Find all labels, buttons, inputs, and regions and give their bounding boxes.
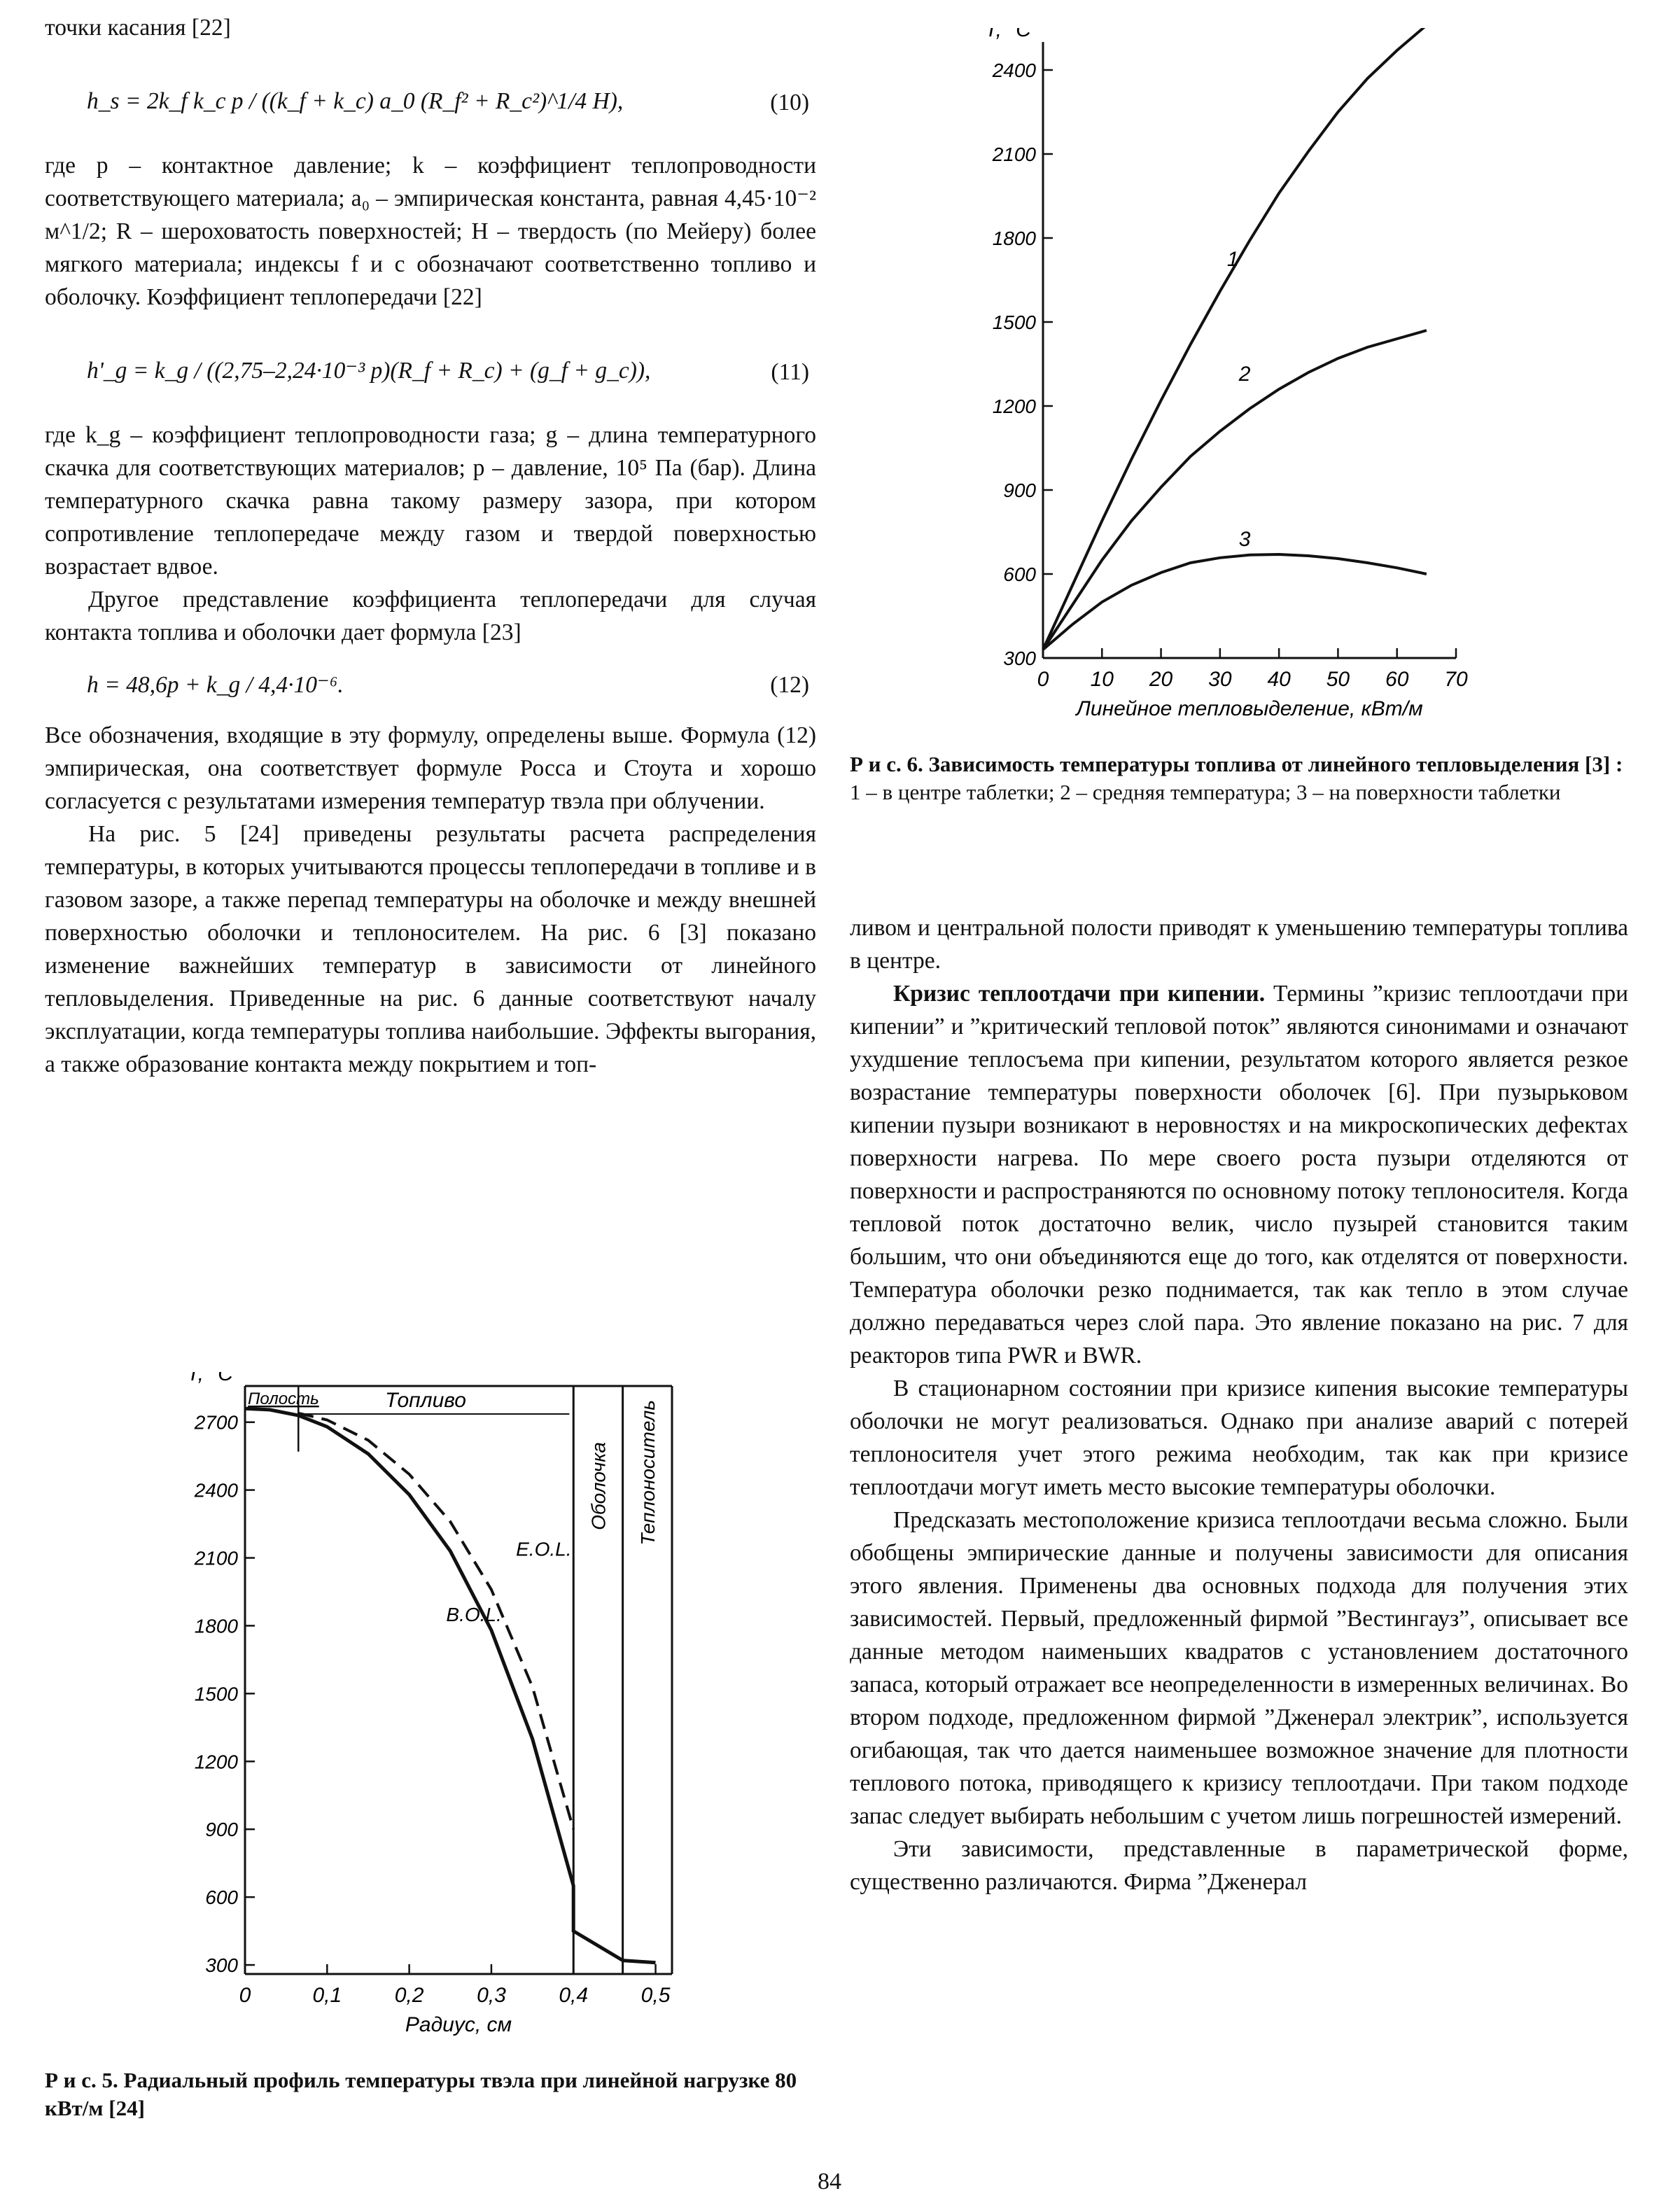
- x-axis-label: Радиус, см: [405, 2013, 512, 2036]
- y-tick-label: 1800: [992, 227, 1036, 249]
- paragraph: В стационарном состоянии при кризисе кипения высокие температуры оболочки не могут реализоваться. Однако при анализе аварий с потерей теплоносителя учет этого режима необходим, так как при кризисе теплоотдачи могут иметь место высокие температуры оболочки.: [850, 1376, 1628, 1500]
- region-label-cavity: Полость: [248, 1390, 319, 1408]
- y-tick-label: 1200: [992, 396, 1036, 417]
- x-tick-label: 0,5: [640, 1984, 671, 2007]
- x-tick-label: 60: [1385, 668, 1409, 691]
- y-tick-label: 900: [205, 1819, 238, 1841]
- y-tick-label: 2400: [194, 1479, 238, 1502]
- x-tick-label: 70: [1444, 668, 1468, 691]
- formula-number: (10): [770, 90, 809, 115]
- y-axis-label: T, °C: [187, 1372, 233, 1385]
- figure-5-svg: [168, 1372, 714, 2051]
- figure-6-chart: [966, 28, 1498, 728]
- y-tick-label: 600: [1003, 564, 1036, 585]
- paragraph: Эти зависимости, представленные в параметрической форме, существенно различаются. Фирма ”Дженерал: [850, 1836, 1628, 1895]
- y-tick-label: 2100: [194, 1547, 238, 1569]
- formula-11: [45, 314, 816, 419]
- y-tick-label: 1200: [194, 1751, 238, 1773]
- paragraph: где k_g – коэффициент теплопроводности газа; g – длина температурного скачка для соответствующих материалов; p – давление, 10⁵ Па (бар). Длина температурного скачка равна такому размеру зазора, при котором сопротивление теплопередаче между газом и твердой поверхностью возрастает вдвое.: [45, 422, 816, 580]
- y-tick-label: 2100: [992, 144, 1036, 165]
- y-tick-label: 2400: [992, 59, 1036, 81]
- x-tick-label: 0,1: [312, 1984, 342, 2007]
- region-label-fuel: Топливо: [385, 1389, 466, 1412]
- figure-6-svg: [966, 28, 1498, 728]
- formula-text: h = 48,6p + k_g / 4,4·10⁻⁶.: [87, 672, 344, 698]
- y-tick-label: 300: [205, 1954, 238, 1977]
- x-axis-label: Линейное тепловыделение, кВт/м: [1076, 697, 1423, 720]
- y-tick-label: 1500: [194, 1683, 238, 1705]
- series-label: 1: [1226, 248, 1239, 271]
- series-label-eol: E.O.L.: [516, 1538, 572, 1560]
- paragraph: ливом и центральной полости приводят к уменьшению температуры топлива в центре.: [850, 915, 1628, 974]
- series-label-bol: B.O.L.: [446, 1604, 502, 1625]
- y-tick-label: 2700: [194, 1411, 238, 1434]
- series-label: 3: [1238, 528, 1251, 551]
- x-tick-label: 0: [239, 1984, 251, 2007]
- paragraph: где p – контактное давление; k – коэффициент теплопроводности соответствующего материала; a₀ – эмпирическая константа, равная 4,45·10⁻² м^1/2; R – шероховатость поверхностей; H – твердость (по Мейеру) более мягкого материала; индексы f и c обозначают соответственно топливо и оболочку. Коэффициент теплопередачи [22]: [45, 153, 816, 310]
- formula-10: [45, 44, 816, 149]
- x-tick-label: 0,2: [394, 1984, 424, 2007]
- x-tick-label: 40: [1267, 668, 1291, 691]
- y-tick-label: 900: [1003, 479, 1036, 501]
- x-tick-label: 30: [1208, 668, 1232, 691]
- region-label-coolant: Теплоноситель: [636, 1400, 659, 1546]
- right-column: [850, 911, 1628, 1898]
- paragraph: Термины ”кризис теплоотдачи при кипении” и ”критический тепловой поток” являются синонимами и означают ухудшение теплосъема при кипении, результатом которого является резкое возрастание температуры поверхности оболочек [6]. При пузырьковом кипении пузыри возникают в неровностях и на микроскопических дефектах поверхности нагрева. По мере своего роста пузыри отделяются от поверхности и распространяются по основному потоку теплоносителя. Когда тепловой поток достаточно велик, число пузырей становится таким большим, что они объединяются еще до того, как отделятся от поверхности. Температура оболочки резко поднимается, так как тепло в этом случае должно передаваться через слой пара. Это явление показано на рис. 7 для реакторов типа PWR и BWR.: [850, 981, 1629, 1368]
- caption-text: Р и с. 5. Радиальный профиль температуры твэла при линейной нагрузке 80 кВт/м [24]: [45, 2068, 797, 2120]
- formula-text: h_s = 2k_f k_c p / ((k_f + k_c) a_0 (R_f² + R_c²)^1/4 H),: [87, 88, 624, 114]
- formula-number: (11): [771, 359, 809, 385]
- region-label-cladding: Оболочка: [587, 1442, 610, 1530]
- series-label: 2: [1238, 363, 1251, 386]
- y-tick-label: 1500: [992, 312, 1036, 333]
- paragraph: Все обозначения, входящие в эту формулу, определены выше. Формула (12) эмпирическая, она соответствует формуле Росса и Стоута и хорошо согласуется с результатами измерения температур твэла при облучении.: [45, 722, 816, 814]
- caption-head: Р и с. 6. Зависимость температуры топлива от линейного тепловыделения [3] :: [850, 752, 1623, 776]
- paragraph: Другое представление коэффициента теплопередачи для случая контакта топлива и оболочки дает формула [23]: [45, 587, 816, 645]
- y-axis-label: T, °C: [985, 28, 1031, 41]
- series-eol-line: [298, 1413, 573, 1829]
- series-3-line: [1043, 554, 1427, 650]
- left-column: [45, 11, 816, 1081]
- x-tick-label: 0,4: [559, 1984, 589, 2007]
- page-number: 84: [818, 2169, 841, 2194]
- formula-12: [45, 649, 816, 719]
- x-tick-label: 0: [1037, 668, 1049, 691]
- paragraph: Предсказать местоположение кризиса теплоотдачи весьма сложно. Были обобщены эмпирические данные и получены зависимости для описания этого явления. Применены два основных подхода для получения этих зависимостей. Первый, предложенный фирмой ”Вестингауз”, описывает все данные методом наименьших квадратов с установлением достаточного запаса, который отражает все неопределенности в измеренных величинах. Во втором подходе, предложенном фирмой ”Дженерал электрик”, используется огибающая, так что дается наименьшее возможное значение для плотности теплового потока, приводящего к кризису теплоотдачи. При таком подходе запас следует выбирать небольшим с учетом лишь погрешностей измерений.: [850, 1507, 1628, 1829]
- formula-number: (12): [770, 672, 809, 698]
- caption-body: 1 – в центре таблетки; 2 – средняя температура; 3 – на поверхности таблетки: [850, 780, 1561, 804]
- y-tick-label: 1800: [194, 1615, 238, 1637]
- figure-5-chart: [168, 1372, 714, 2051]
- figure-5-caption: [45, 2066, 822, 2122]
- formula-text: h'_g = k_g / ((2,75–2,24·10⁻³ p)(R_f + R_c) + (g_f + g_c)),: [87, 358, 651, 384]
- figure-6-caption: [850, 750, 1628, 806]
- x-tick-label: 10: [1090, 668, 1114, 691]
- x-tick-label: 20: [1149, 668, 1173, 691]
- x-tick-label: 50: [1326, 668, 1350, 691]
- section-heading: Кризис теплоотдачи при кипении.: [893, 981, 1266, 1007]
- paragraph: На рис. 5 [24] приведены результаты расчета распределения температуры, в которых учитываются процессы теплопередачи в топливе и в газовом зазоре, а также перепад температуры на оболочке и между внешней поверхностью оболочки и теплоносителем. На рис. 6 [3] показано изменение важнейших температур в зависимости от линейного тепловыделения. Приведенные на рис. 6 данные соответствуют началу эксплуатации, когда температуры топлива наибольшие. Эффекты выгорания, а также образование контакта между покрытием и топ-: [45, 821, 816, 1077]
- y-tick-label: 300: [1003, 648, 1036, 669]
- paragraph: точки касания [22]: [45, 15, 231, 41]
- x-tick-label: 0,3: [477, 1984, 506, 2007]
- y-tick-label: 600: [205, 1886, 238, 1909]
